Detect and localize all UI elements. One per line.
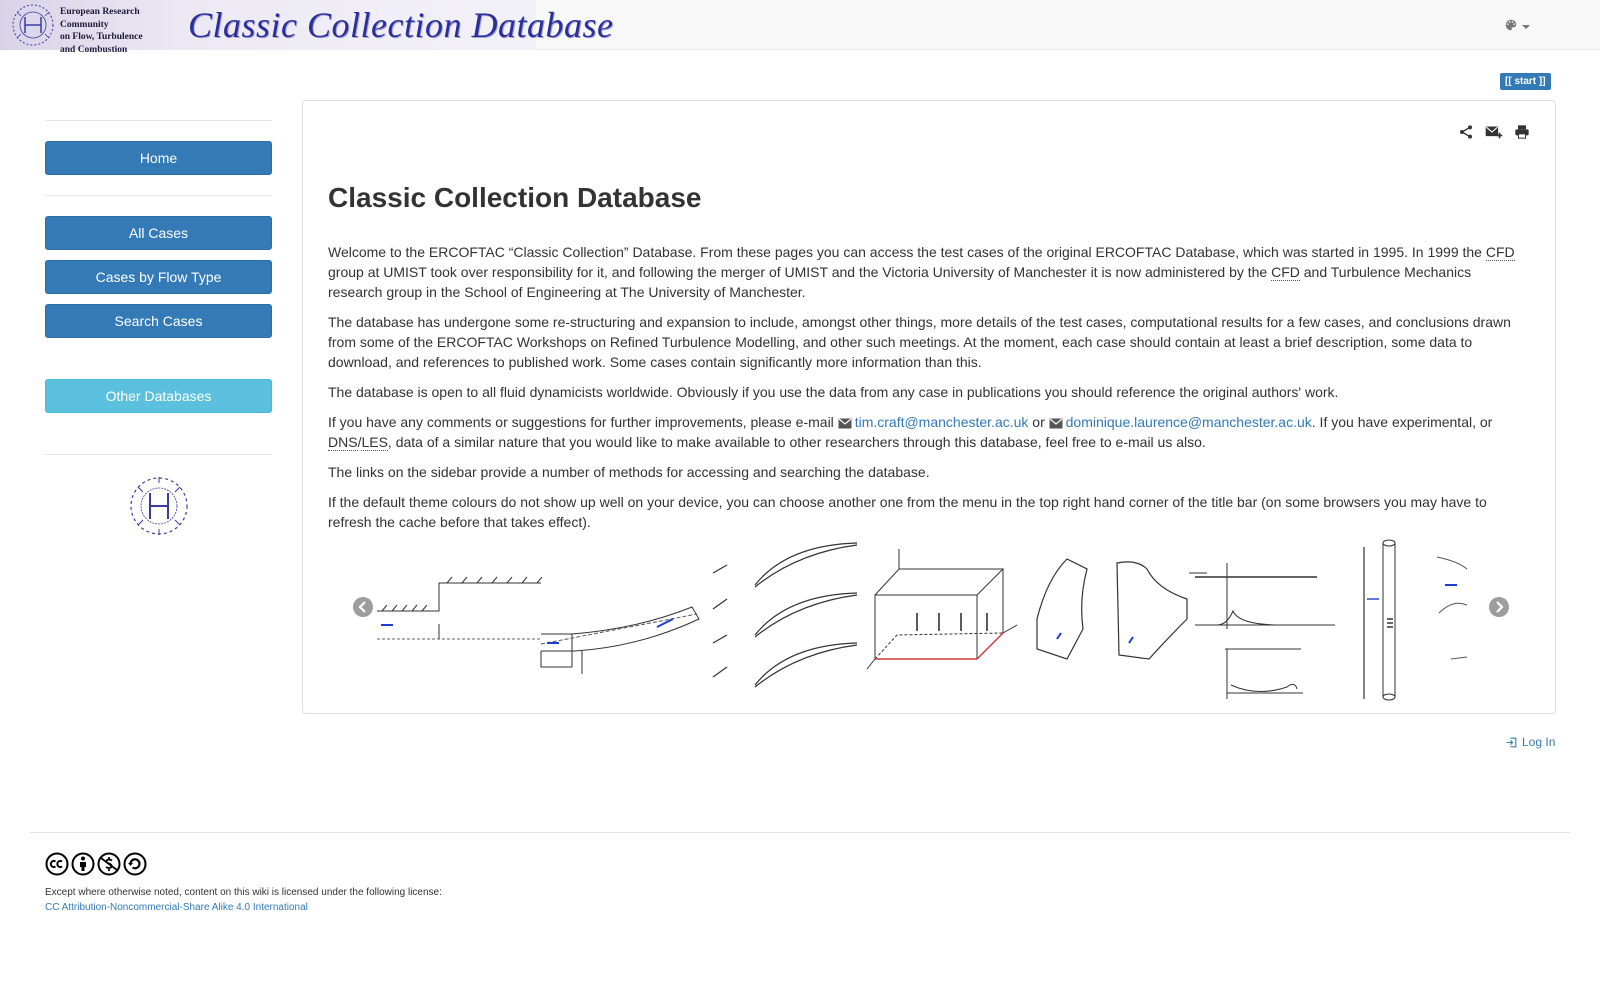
palette-icon bbox=[1504, 18, 1518, 32]
sidebar-divider bbox=[45, 358, 272, 359]
sidebar-search-cases-button[interactable]: Search Cases bbox=[45, 304, 272, 338]
cc-license-badge[interactable] bbox=[45, 852, 147, 876]
site-banner[interactable] bbox=[0, 0, 614, 55]
theme-menu-toggle[interactable] bbox=[1504, 14, 1540, 36]
attribution-icon bbox=[71, 852, 95, 876]
channel-sketch bbox=[1437, 557, 1467, 659]
contact-text-2: or bbox=[1028, 414, 1049, 430]
pipe-flow-sketch bbox=[1364, 540, 1395, 700]
login-label: Log In bbox=[1522, 735, 1556, 749]
top-navbar bbox=[0, 0, 1600, 55]
ercoftac-logo bbox=[8, 2, 58, 48]
mail-icon bbox=[838, 418, 852, 429]
email-link-tim-craft[interactable]: tim.craft@manchester.ac.uk bbox=[854, 414, 1029, 430]
org-line-3: and Combustion bbox=[60, 44, 128, 55]
contact-text-1: If you have any comments or suggestions for further improvements, please e-mail bbox=[328, 414, 838, 430]
ercoftac-emblem-icon[interactable] bbox=[128, 475, 190, 537]
cascade-sketch bbox=[713, 543, 857, 687]
main-content-panel bbox=[302, 100, 1556, 714]
cube-flow-sketch bbox=[867, 549, 1017, 669]
carousel-slides bbox=[377, 539, 1485, 699]
dns-abbreviation: DNS bbox=[328, 434, 358, 450]
sidebar-all-cases-button[interactable]: All Cases bbox=[45, 216, 272, 250]
print-icon[interactable] bbox=[1513, 123, 1531, 141]
open-access-paragraph: The database is open to all fluid dynamicists worldwide. Obviously if you use the data from any case in publications you should reference the original authors' work. bbox=[328, 384, 1339, 400]
chevron-down-icon bbox=[1522, 25, 1530, 29]
contact-paragraph bbox=[328, 412, 1528, 452]
sidebar-divider bbox=[45, 454, 272, 455]
flow-sketches-image[interactable] bbox=[377, 539, 1485, 699]
email-page-icon[interactable] bbox=[1485, 123, 1503, 141]
intro-text-3: and Turbulence Mechanics research group in the School of Engineering at The University of Manchester. bbox=[328, 264, 1472, 300]
license-notice: Except where otherwise noted, content on this wiki is licensed under the following license: bbox=[45, 887, 442, 898]
page-content bbox=[328, 181, 1528, 542]
intro-text-2: group at UMIST took over responsibility for it, and following the merger of UMIST and the Victoria University of Manchester it is now administered by the bbox=[328, 264, 1272, 280]
mail-icon bbox=[1049, 418, 1063, 429]
org-line-2: on Flow, Turbulence bbox=[60, 32, 143, 42]
intro-paragraph bbox=[328, 242, 1528, 302]
curved-duct-sketch bbox=[541, 607, 699, 674]
page-tools bbox=[1457, 123, 1531, 141]
site-title: Classic Collection Database bbox=[188, 5, 614, 45]
license-link[interactable]: CC Attribution-Noncommercial-Share Alike 4.0 International bbox=[45, 902, 308, 913]
login-icon bbox=[1505, 736, 1518, 749]
sidebar-info-paragraph: The links on the sidebar provide a number of methods for accessing and searching the database. bbox=[328, 464, 930, 480]
cfd-abbreviation: CFD bbox=[1271, 264, 1300, 280]
carousel-next-button[interactable] bbox=[1489, 597, 1509, 617]
boundary-layer-sketch bbox=[1189, 563, 1335, 699]
cfd-abbreviation: CFD bbox=[1485, 244, 1515, 260]
diffuser-sketch bbox=[1037, 559, 1187, 659]
cc-icon bbox=[45, 852, 69, 876]
contact-text-4: , data of a similar nature that you would like to make available to other researchers through this database, feel free to e-mail us also. bbox=[387, 434, 1206, 450]
sidebar-divider bbox=[45, 120, 272, 121]
sidebar bbox=[45, 120, 272, 537]
theme-info-paragraph: If the default theme colours do not show up well on your device, you can choose another one from the menu in the top right hand corner of the title bar (on some browsers you may have to refresh the cache before that takes effect). bbox=[328, 494, 1487, 530]
chevron-right-icon bbox=[1493, 601, 1505, 613]
sidebar-cases-by-flow-type-button[interactable]: Cases by Flow Type bbox=[45, 260, 272, 294]
slash-separator: / bbox=[357, 434, 362, 450]
sidebar-divider bbox=[45, 195, 272, 196]
restructuring-paragraph: The database has undergone some re-structuring and expansion to include, amongst other things, more details of the test cases, computational results for a few cases, and conclusions drawn from some of the ERCOFTAC Workshops on Refined Turbulence Modelling, and other such meetings. At the moment, each case should contain at least a brief description, some data to download, and references to published work. Some cases contain significantly more information than this. bbox=[328, 314, 1511, 370]
login-link[interactable] bbox=[1505, 735, 1555, 749]
organization-name bbox=[60, 6, 185, 56]
chevron-left-icon bbox=[357, 601, 369, 613]
footer-divider bbox=[30, 832, 1570, 833]
share-alike-icon bbox=[123, 852, 147, 876]
page-title: Classic Collection Database bbox=[328, 182, 702, 213]
org-line-1: European Research Community bbox=[60, 7, 140, 30]
sidebar-home-button[interactable]: Home bbox=[45, 141, 272, 175]
les-abbreviation: LES bbox=[361, 434, 388, 450]
email-link-dominique-laurence[interactable]: dominique.laurence@manchester.ac.uk bbox=[1065, 414, 1312, 430]
intro-text-1: Welcome to the ERCOFTAC “Classic Collection” Database. From these pages you can access the test cases of the original ERCOFTAC Database, which was started in 1995. In 1999 the bbox=[328, 244, 1486, 260]
breadcrumb-start[interactable]: [[ start ]] bbox=[1500, 73, 1551, 90]
share-icon[interactable] bbox=[1457, 123, 1475, 141]
backward-step-sketch bbox=[377, 577, 542, 639]
carousel-prev-button[interactable] bbox=[353, 597, 373, 617]
contact-text-3: . If you have experimental, or bbox=[1311, 414, 1493, 430]
flow-case-carousel bbox=[325, 539, 1537, 699]
noncommercial-icon bbox=[97, 852, 121, 876]
sidebar-other-databases-button[interactable]: Other Databases bbox=[45, 379, 272, 413]
